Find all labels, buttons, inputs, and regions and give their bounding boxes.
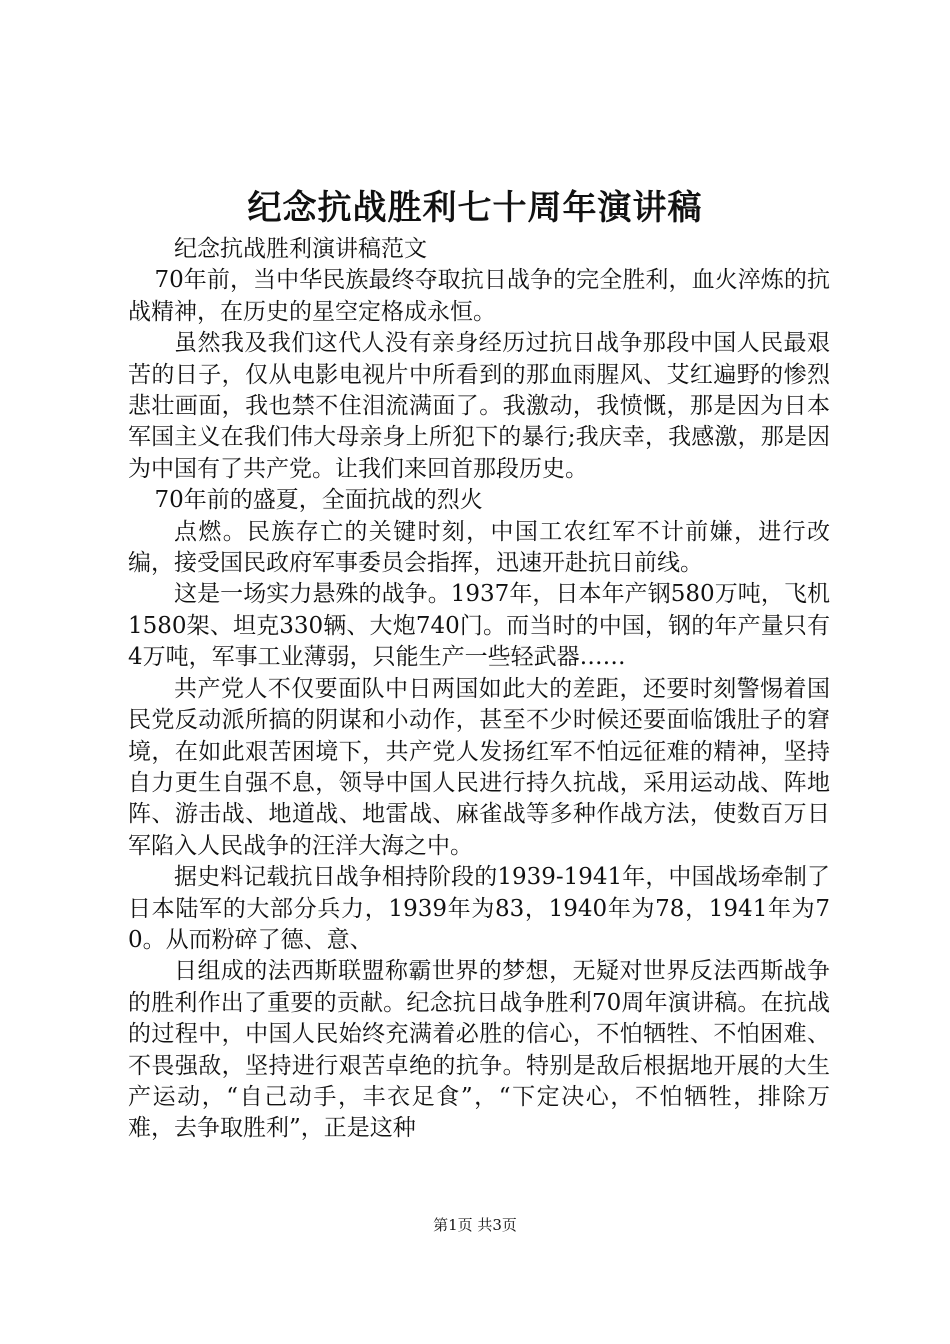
page-footer: 第1页 共3页 xyxy=(433,1216,517,1234)
paragraph: 共产党人不仅要面队中日两国如此大的差距，还要时刻警惕着国民党反动派所搞的阴谋和小动作，甚至不少时候还要面临饿肚子的窘境，在如此艰苦困境下，共产党人发扬红军不怕远征难的精神，坚持自力更生自强不息，领导中国人民进行持久抗战，采用运动战、阵地阵、游击战、地道战、地雷战、麻雀战等多种作战方法，使数百万日军陷入人民战争的汪洋大海之中。 xyxy=(128,675,830,859)
paragraph: 虽然我及我们这代人没有亲身经历过抗日战争那段中国人民最艰苦的日子，仅从电影电视片中所看到的那血雨腥风、艾红遍野的惨烈悲壮画面，我也禁不住泪流满面了。我激动，我愤慨，那是因为日本军国主义在我们伟大母亲身上所犯下的暴行;我庆幸，我感激，那是因为中国有了共产党。让我们来回首那段历史。 xyxy=(128,330,830,482)
document-title: 纪念抗战胜利七十周年演讲稿 xyxy=(247,188,703,228)
paragraph-subtitle: 纪念抗战胜利演讲稿范文 xyxy=(174,236,427,262)
paragraph: 点燃。民族存亡的关键时刻，中国工农红军不计前嫌，进行改编，接受国民政府军事委员会指挥，迅速开赴抗日前线。 xyxy=(128,518,830,577)
paragraph: 据史料记载抗日战争相持阶段的1939-1941年，中国战场牵制了日本陆军的大部分兵力，1939年为83，1940年为78，1941年为70。从而粉碎了德、意、 xyxy=(128,864,830,953)
paragraph: 70年前的盛夏，全面抗战的烈火 xyxy=(154,487,483,514)
paragraph: 日组成的法西斯联盟称霸世界的梦想，无疑对世界反法西斯战争的胜利作出了重要的贡献。纪念抗日战争胜利70周年演讲稿。在抗战的过程中，中国人民始终充满着必胜的信心，不怕牺牲、不怕困难、不畏强敌，坚持进行艰苦卓绝的抗争。特别是敌后根据地开展的大生产运动，“自己动手，丰衣足食”，“下定决心，不怕牺牲，排除万难，去争取胜利”，正是这种 xyxy=(128,958,830,1142)
paragraph: 70年前，当中华民族最终夺取抗日战争的完全胜利，血火淬炼的抗战精神，在历史的星空定格成永恒。 xyxy=(128,267,830,325)
paragraph: 这是一场实力悬殊的战争。1937年，日本年产钢580万吨，飞机1580架、坦克330辆、大炮740门。而当时的中国，钢的年产量只有4万吨，军事工业薄弱，只能生产一些轻武器…… xyxy=(128,581,830,671)
document-body xyxy=(128,234,830,1145)
